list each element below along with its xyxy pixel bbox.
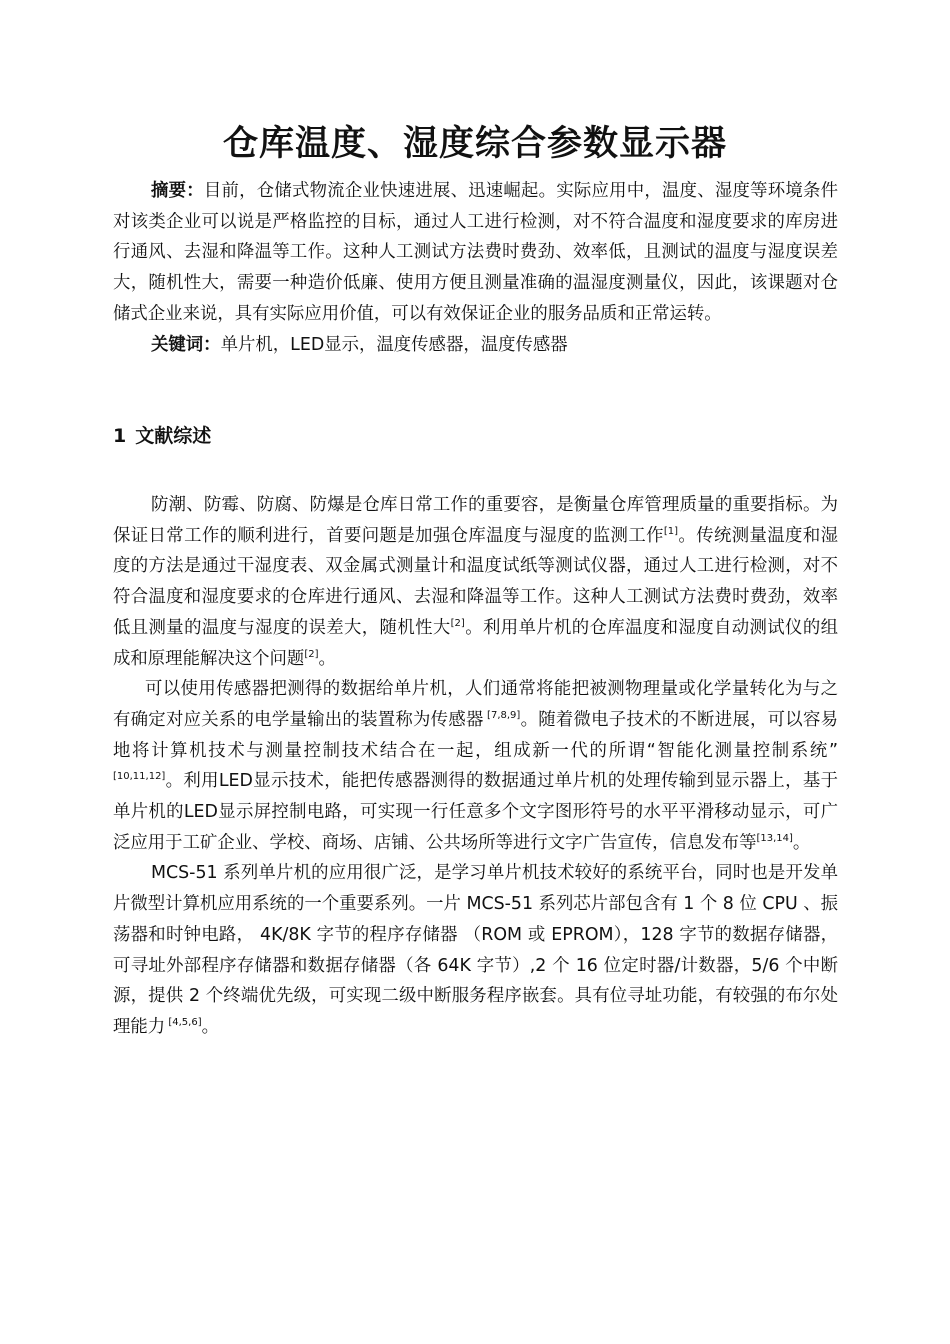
body-text: [113, 490, 838, 1043]
keywords-label: 关键词：: [151, 334, 221, 355]
paragraph-text: 。利用单片机的仓库温度和湿度自动测试仪的组成和原理能解决这个问题: [113, 617, 838, 669]
citation-ref: [4,5,6]: [165, 1016, 202, 1028]
section-heading: [113, 421, 211, 451]
paragraph-text: 。: [201, 1016, 220, 1037]
citation-ref: [10,11,12]: [113, 771, 166, 783]
paragraph-text: 。: [318, 648, 336, 669]
document-title: 仓库温度、湿度综合参数显示器: [222, 124, 727, 164]
citation-ref: [13,14]: [756, 832, 793, 844]
abstract-label: 摘要：: [151, 181, 204, 201]
section-title: 文献综述: [135, 425, 212, 447]
keywords-paragraph: [113, 330, 838, 361]
paragraph-text: MCS-51 系列单片机的应用很广泛，是学习单片机技术较好的系统平台，同时也是开发单片微型计算机应用系统的一个重要系列。一片 MCS-51 系列芯片部包含有 1 个 8 位 CPU 、振荡器和时钟电路， 4K/8K 字节的程序存储器 （ROM 或 EPROM），128 字节的数据存储器，可寻址外部程序存储器和数据存储器（各 64K 字节）,2 个 16 位定时器/计数器，5/6 个中断源，提供 2 个终端优先级，可实现二级中断服务程序嵌套。具有位寻址功能，有较强的布尔处理能力: [113, 863, 838, 1037]
paragraph-text: 。随着微电子技术的不断进展，可以容易地将计算机技术与测量控制技术结合在一起，组成新一代的所谓“智能化测量控制系统”: [113, 709, 838, 761]
body-paragraph-2: [113, 674, 838, 858]
abstract-text: 目前，仓储式物流企业快速进展、迅速崛起。实际应用中，温度、湿度等环境条件对该类企业可以说是严格监控的目标，通过人工进行检测，对不符合温度和湿度要求的库房进行通风、去湿和降温等工作。这种人工测试方法费时费劲、效率低，且测试的温度与湿度误差大，随机性大，需要一种造价低廉、使用方便且测量准确的温湿度测量仪，因此，该课题对仓储式企业来说，具有实际应用价值，可以有效保证企业的服务品质和正常运转。: [113, 181, 838, 324]
keywords-text: 单片机，LED显示，温度传感器，温度传感器: [220, 334, 568, 355]
body-paragraph-3: [113, 858, 838, 1042]
paragraph-text: 。传统测量温度和湿度的方法是通过干湿度表、双金属式测量计和温度试纸等测试仪器，通过人工进行检测，对不符合温度和湿度要求的仓库进行通风、去湿和降温等工作。这种人工测试方法费时费劲，效率低且测量的温度与湿度的误差大，随机性大: [113, 525, 838, 638]
abstract-paragraph: [113, 176, 838, 330]
paragraph-text: 可以使用传感器把测得的数据给单片机，人们通常将能把被测物理量或化学量转化为与之有确定对应关系的电学量输出的装置称为传感器: [113, 679, 838, 730]
paragraph-text: 。利用LED显示技术，能把传感器测得的数据通过单片机的处理传输到显示器上，基于单片机的LED显示屏控制电路，可实现一行任意多个文字图形符号的水平平滑移动显示，可广泛应用于工矿企业、学校、商场、店铺、公共场所等进行文字广告宣传，信息发布等: [113, 771, 838, 853]
citation-ref: [7,8,9]: [483, 709, 521, 721]
citation-ref: [2]: [304, 648, 319, 660]
paragraph-text: 。: [792, 832, 811, 853]
body-paragraph-1: [113, 490, 838, 674]
citation-ref: [2]: [450, 617, 465, 629]
paragraph-text: 防潮、防霉、防腐、防爆是仓库日常工作的重要容，是衡量仓库管理质量的重要指标。为保证日常工作的顺利进行，首要问题是加强仓库温度与湿度的监测工作: [113, 495, 838, 546]
citation-ref: [1]: [663, 525, 679, 537]
section-number: 1: [113, 425, 127, 447]
abstract-block: [113, 176, 838, 360]
